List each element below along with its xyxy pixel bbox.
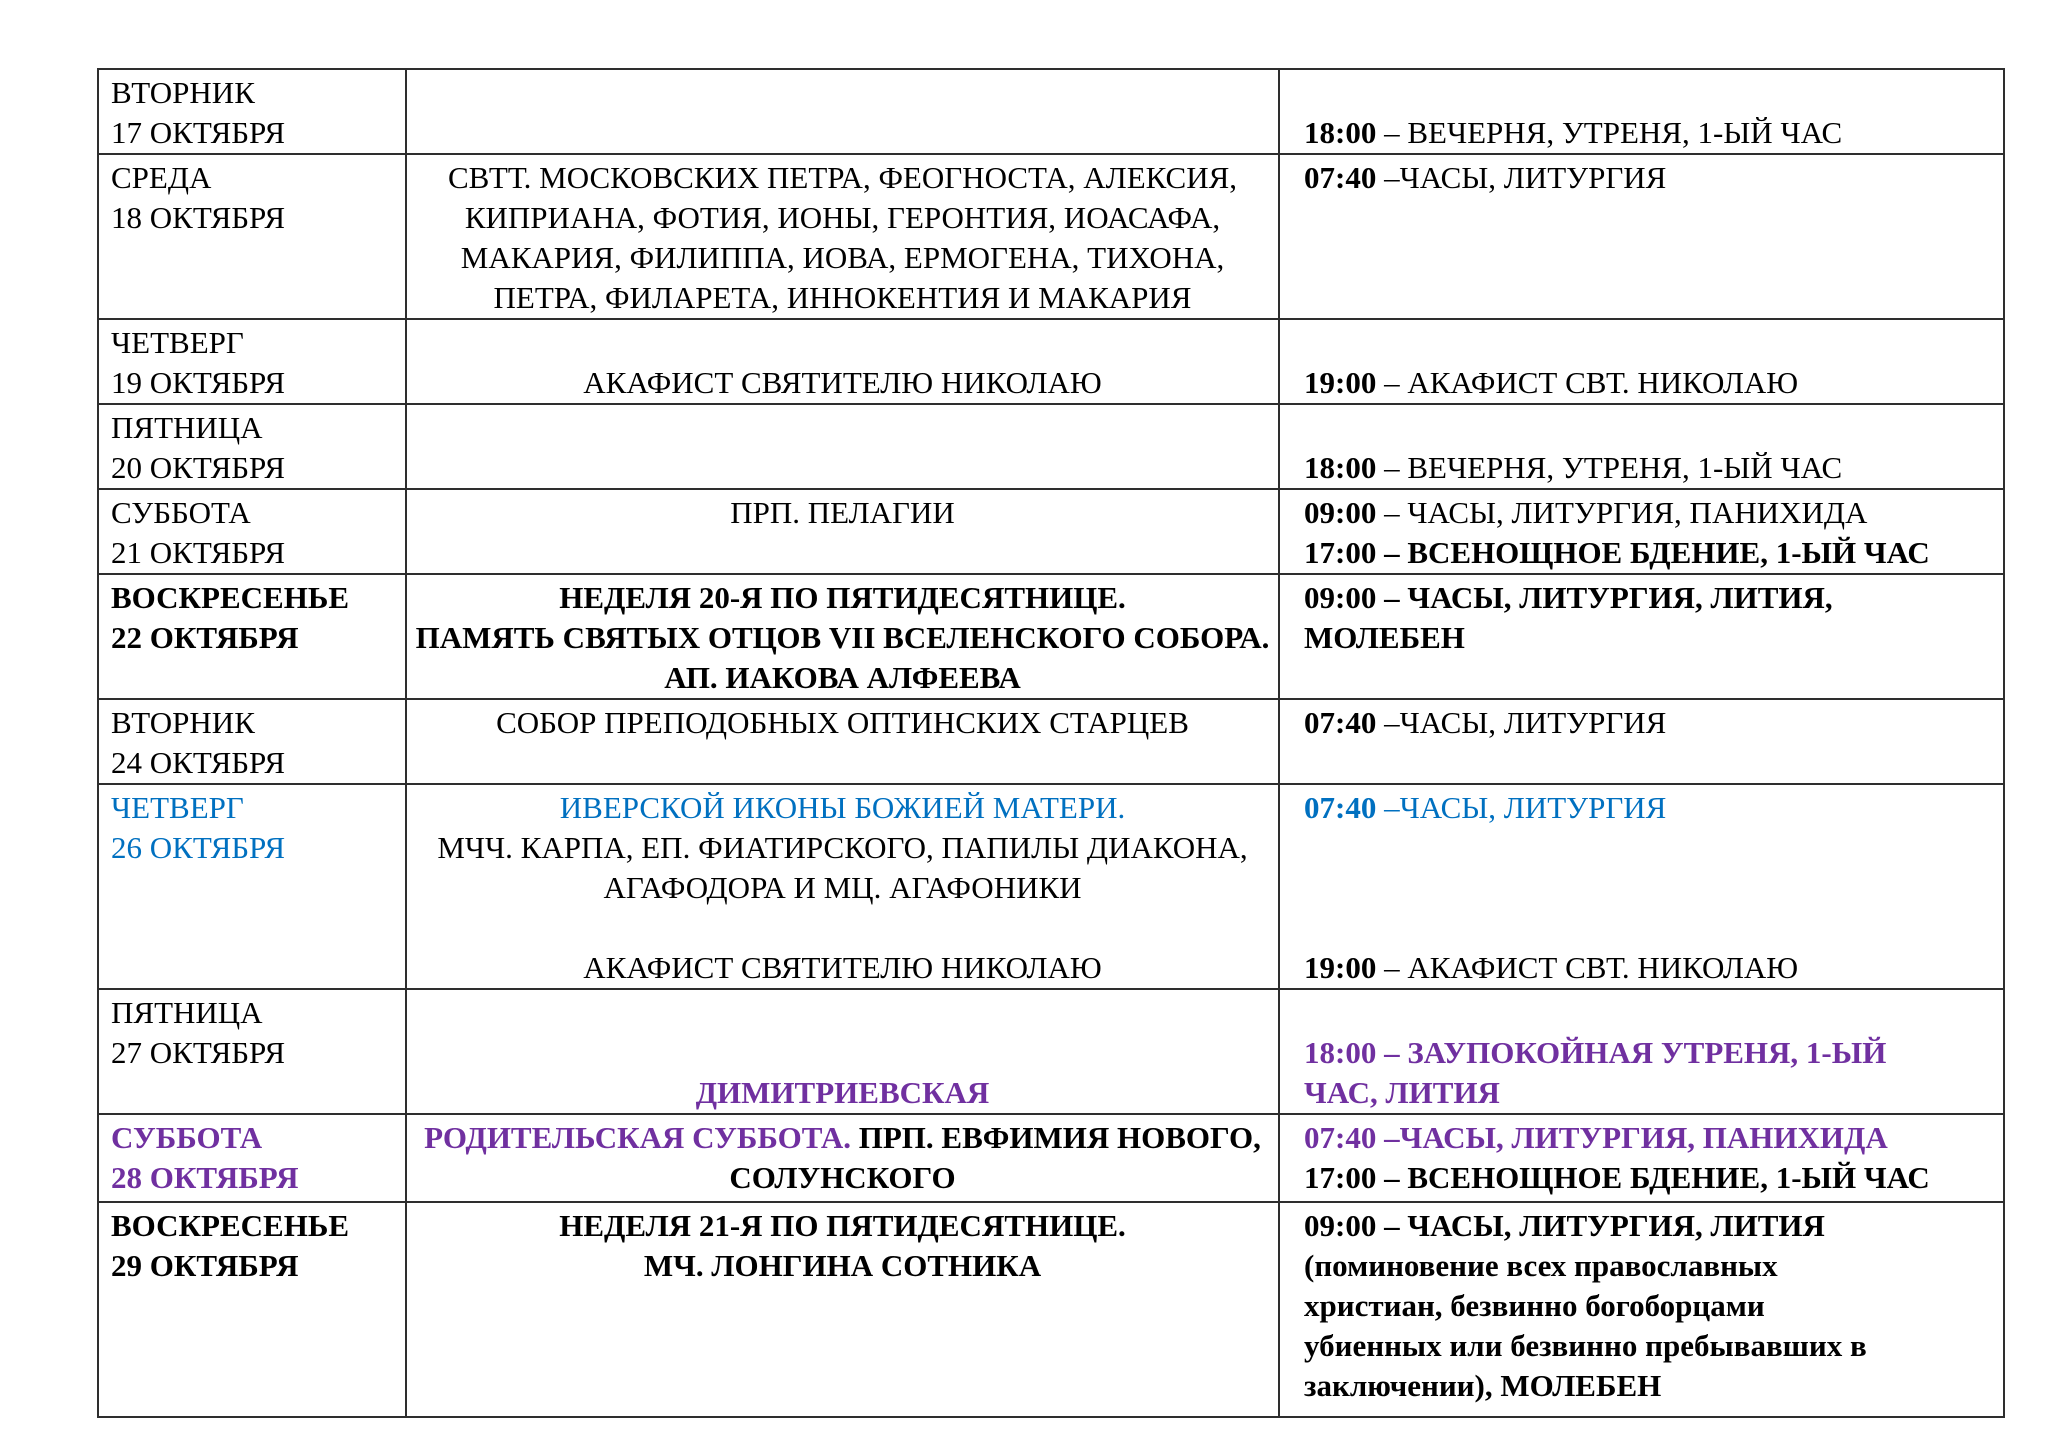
feast-line: ПАМЯТЬ СВЯТЫХ ОТЦОВ VII ВСЕЛЕНСКОГО СОБОРА. <box>415 620 1270 655</box>
day-name: СУББОТА <box>111 495 251 530</box>
service-name: – ВЕЧЕРНЯ, УТРЕНЯ, 1-ЫЙ ЧАС <box>1376 450 1843 485</box>
feast-line: ПЕТРА, ФИЛАРЕТА, ИННОКЕНТИЯ И МАКАРИЯ <box>493 280 1192 315</box>
feast-cell <box>406 319 1279 404</box>
service-line <box>1304 493 2003 533</box>
feast-line: АКАФИСТ СВЯТИТЕЛЮ НИКОЛАЮ <box>583 365 1102 400</box>
blank-line <box>407 1033 1278 1073</box>
table-row <box>98 574 2004 699</box>
service-line <box>1304 363 2003 403</box>
feast-cell <box>406 699 1279 784</box>
service-line: 09:00 – ЧАСЫ, ЛИТУРГИЯ, ЛИТИЯ, <box>1304 580 1833 615</box>
feast-line <box>407 1118 1278 1158</box>
service-name: – АКАФИСТ СВТ. НИКОЛАЮ <box>1376 950 1799 985</box>
feast-title: РОДИТЕЛЬСКАЯ СУББОТА. <box>424 1120 851 1155</box>
day-cell <box>98 319 406 404</box>
day-date: 29 ОКТЯБРЯ <box>111 1248 299 1283</box>
services-cell <box>1279 319 2004 404</box>
service-time: 18:00 <box>1304 450 1377 485</box>
table-row <box>98 1202 2004 1417</box>
service-line: 17:00 – ВСЕНОЩНОЕ БДЕНИЕ, 1-ЫЙ ЧАС <box>1304 1160 1930 1195</box>
feast-line: НЕДЕЛЯ 21-Я ПО ПЯТИДЕСЯТНИЦЕ. <box>559 1208 1126 1243</box>
service-name: – АКАФИСТ СВТ. НИКОЛАЮ <box>1376 365 1799 400</box>
service-line: христиан, безвинно богоборцами <box>1304 1288 1765 1323</box>
day-cell <box>98 69 406 154</box>
feast-line: ДИМИТРИЕВСКАЯ <box>695 1075 990 1110</box>
services-cell <box>1279 784 2004 989</box>
service-line: 18:00 – ЗАУПОКОЙНАЯ УТРЕНЯ, 1-ЫЙ <box>1304 1035 1887 1070</box>
service-line: МОЛЕБЕН <box>1304 620 1465 655</box>
services-cell <box>1279 69 2004 154</box>
feast-cell <box>406 69 1279 154</box>
service-time: 07:40 <box>1304 705 1377 740</box>
table-row <box>98 699 2004 784</box>
table-row <box>98 154 2004 319</box>
service-line: 07:40 –ЧАСЫ, ЛИТУРГИЯ, ПАНИХИДА <box>1304 1120 1888 1155</box>
table-row <box>98 1114 2004 1202</box>
table-row <box>98 989 2004 1114</box>
day-cell <box>98 574 406 699</box>
feast-cell <box>406 489 1279 574</box>
day-date: 21 ОКТЯБРЯ <box>111 535 286 570</box>
service-name: –ЧАСЫ, ЛИТУРГИЯ <box>1376 705 1667 740</box>
feast-cell <box>406 574 1279 699</box>
feast-line: МЧЧ. КАРПА, ЕП. ФИАТИРСКОГО, ПАПИЛЫ ДИАКОНА, <box>437 830 1248 865</box>
services-cell <box>1279 574 2004 699</box>
day-name: ВОСКРЕСЕНЬЕ <box>111 580 349 615</box>
blank-line <box>407 993 1278 1033</box>
blank-line <box>407 908 1278 948</box>
services-cell <box>1279 1114 2004 1202</box>
service-name: –ЧАСЫ, ЛИТУРГИЯ <box>1376 790 1667 825</box>
feast-cell <box>406 1202 1279 1417</box>
day-name: ЧЕТВЕРГ <box>111 325 244 360</box>
day-date: 17 ОКТЯБРЯ <box>111 115 286 150</box>
service-time: 09:00 <box>1304 495 1377 530</box>
blank-line <box>1304 323 2003 363</box>
service-name: –ЧАСЫ, ЛИТУРГИЯ <box>1376 160 1667 195</box>
service-name: – ЧАСЫ, ЛИТУРГИЯ, ПАНИХИДА <box>1376 495 1868 530</box>
services-cell <box>1279 1202 2004 1417</box>
services-cell <box>1279 699 2004 784</box>
service-line: ЧАС, ЛИТИЯ <box>1304 1075 1500 1110</box>
feast-line: АГАФОДОРА И МЦ. АГАФОНИКИ <box>603 870 1082 905</box>
table-row <box>98 69 2004 154</box>
day-date: 18 ОКТЯБРЯ <box>111 200 286 235</box>
feast-cell <box>406 154 1279 319</box>
service-time: 19:00 <box>1304 950 1377 985</box>
feast-cell <box>406 1114 1279 1202</box>
feast-line: КИПРИАНА, ФОТИЯ, ИОНЫ, ГЕРОНТИЯ, ИОАСАФА, <box>464 200 1221 235</box>
day-name: ЧЕТВЕРГ <box>111 790 244 825</box>
feast-line: АП. ИАКОВА АЛФЕЕВА <box>664 660 1021 695</box>
service-line: 09:00 – ЧАСЫ, ЛИТУРГИЯ, ЛИТИЯ <box>1304 1208 1825 1243</box>
day-cell <box>98 489 406 574</box>
service-line: убиенных или безвинно пребывавших в <box>1304 1328 1867 1363</box>
day-date: 26 ОКТЯБРЯ <box>111 830 286 865</box>
table-row <box>98 319 2004 404</box>
day-cell <box>98 1114 406 1202</box>
day-date: 27 ОКТЯБРЯ <box>111 1035 286 1070</box>
day-cell <box>98 154 406 319</box>
service-line <box>1304 788 2003 828</box>
day-name: СУББОТА <box>111 1120 263 1155</box>
day-cell <box>98 784 406 989</box>
services-cell <box>1279 154 2004 319</box>
service-time: 07:40 <box>1304 790 1377 825</box>
feast-line: ПРП. ПЕЛАГИИ <box>730 495 955 530</box>
day-name: ВТОРНИК <box>111 705 255 740</box>
day-cell <box>98 404 406 489</box>
blank-line <box>1304 828 2003 868</box>
blank-line <box>1304 73 2003 113</box>
feast-line: СОБОР ПРЕПОДОБНЫХ ОПТИНСКИХ СТАРЦЕВ <box>496 705 1189 740</box>
feast-line: СВТТ. МОСКОВСКИХ ПЕТРА, ФЕОГНОСТА, АЛЕКСИЯ, <box>447 160 1238 195</box>
feast-cell <box>406 784 1279 989</box>
day-name: ПЯТНИЦА <box>111 410 263 445</box>
day-date: 24 ОКТЯБРЯ <box>111 745 286 780</box>
blank-line <box>1304 408 2003 448</box>
day-name: ВОСКРЕСЕНЬЕ <box>111 1208 349 1243</box>
day-cell <box>98 699 406 784</box>
service-line <box>1304 113 2003 153</box>
service-line <box>1304 703 2003 743</box>
service-line: заключении), МОЛЕБЕН <box>1304 1368 1662 1403</box>
day-name: ПЯТНИЦА <box>111 995 263 1030</box>
service-line <box>1304 448 2003 488</box>
service-name: – ВЕЧЕРНЯ, УТРЕНЯ, 1-ЫЙ ЧАС <box>1376 115 1843 150</box>
day-cell <box>98 989 406 1114</box>
service-line <box>1304 158 2003 198</box>
service-time: 19:00 <box>1304 365 1377 400</box>
table-row <box>98 784 2004 989</box>
services-cell <box>1279 489 2004 574</box>
feast-line: СОЛУНСКОГО <box>729 1160 956 1195</box>
day-name: СРЕДА <box>111 160 212 195</box>
day-date: 20 ОКТЯБРЯ <box>111 450 286 485</box>
day-date: 28 ОКТЯБРЯ <box>111 1160 299 1195</box>
service-time: 07:40 <box>1304 160 1377 195</box>
service-time: 18:00 <box>1304 115 1377 150</box>
services-cell <box>1279 989 2004 1114</box>
blank-line <box>1304 993 2003 1033</box>
table-row <box>98 404 2004 489</box>
day-date: 22 ОКТЯБРЯ <box>111 620 299 655</box>
service-line: 17:00 – ВСЕНОЩНОЕ БДЕНИЕ, 1-ЫЙ ЧАС <box>1304 535 1930 570</box>
service-line <box>1304 948 2003 988</box>
blank-line <box>407 323 1278 363</box>
services-cell <box>1279 404 2004 489</box>
blank-line <box>1304 908 2003 948</box>
feast-line: ИВЕРСКОЙ ИКОНЫ БОЖИЕЙ МАТЕРИ. <box>559 790 1126 825</box>
feast-name: ПРП. ЕВФИМИЯ НОВОГО, <box>850 1120 1261 1155</box>
day-name: ВТОРНИК <box>111 75 255 110</box>
feast-cell <box>406 989 1279 1114</box>
table-row <box>98 489 2004 574</box>
feast-line: МАКАРИЯ, ФИЛИППА, ИОВА, ЕРМОГЕНА, ТИХОНА, <box>460 240 1225 275</box>
feast-line: АКАФИСТ СВЯТИТЕЛЮ НИКОЛАЮ <box>583 950 1102 985</box>
service-line: (поминовение всех православных <box>1304 1248 1778 1283</box>
feast-line: НЕДЕЛЯ 20-Я ПО ПЯТИДЕСЯТНИЦЕ. <box>559 580 1126 615</box>
day-cell <box>98 1202 406 1417</box>
day-date: 19 ОКТЯБРЯ <box>111 365 286 400</box>
feast-line: МЧ. ЛОНГИНА СОТНИКА <box>643 1248 1042 1283</box>
feast-cell <box>406 404 1279 489</box>
schedule-table <box>97 68 2005 1418</box>
blank-line <box>1304 868 2003 908</box>
